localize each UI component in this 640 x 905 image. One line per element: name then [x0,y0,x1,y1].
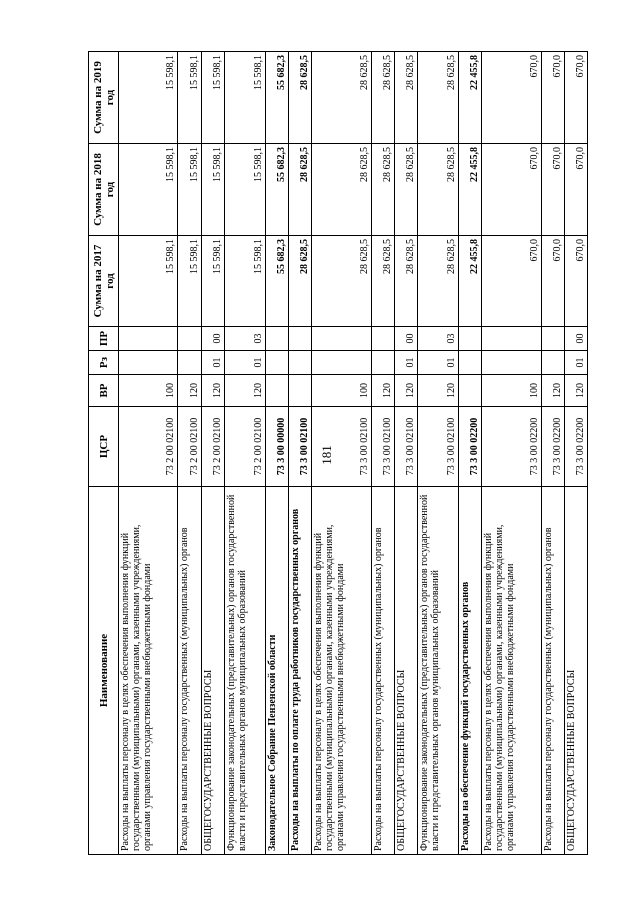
cell-csr: 73 3 00 02200 [482,407,541,487]
cell-sum-2018: 15 598,1 [201,144,224,236]
cell-vr [459,375,482,407]
cell-name: Расходы на выплаты персоналу в целях обеспечения выполнения функций государственными (муниципальными) органами, казенными учреждениями, органами управления государственными внебюджетными фондами [119,487,178,855]
header-csr: ЦСР [89,407,119,487]
cell-pr [459,327,482,351]
header-vr: ВР [89,375,119,407]
cell-sum-2018: 15 598,1 [178,144,201,236]
cell-vr: 120 [178,375,201,407]
cell-rz [289,351,312,375]
header-sum-2017: Сумма на 2017 год [89,236,119,327]
cell-sum-2017: 28 628,5 [371,236,394,327]
cell-rz [119,351,178,375]
cell-rz [541,351,564,375]
cell-name: ОБЩЕГОСУДАРСТВЕННЫЕ ВОПРОСЫ [201,487,224,855]
table-row [178,52,201,855]
cell-sum-2019: 670,0 [564,52,587,144]
cell-sum-2019: 15 598,1 [201,52,224,144]
header-sum-2018: Сумма на 2018 год [89,144,119,236]
table-body [119,52,588,855]
cell-csr: 73 3 00 02200 [564,407,587,487]
table-row [417,52,458,855]
cell-rz [459,351,482,375]
cell-sum-2019: 55 682,3 [265,52,288,144]
cell-vr: 120 [394,375,417,407]
cell-rz: 01 [201,351,224,375]
rotated-table-container [88,52,586,855]
cell-sum-2018: 15 598,1 [224,144,265,236]
cell-csr: 73 2 00 02100 [119,407,178,487]
cell-sum-2018: 28 628,5 [394,144,417,236]
cell-pr: 03 [417,327,458,351]
cell-pr [541,327,564,351]
table-row [201,52,224,855]
cell-name: Расходы на выплаты персоналу в целях обеспечения выполнения функций государственными (муниципальными) органами, казенными учреждениями, органами управления государственными внебюджетными фондами [312,487,371,855]
cell-pr [371,327,394,351]
table-row [541,52,564,855]
table-row [224,52,265,855]
cell-vr: 100 [312,375,371,407]
cell-sum-2019: 670,0 [482,52,541,144]
cell-csr: 73 3 00 00000 [265,407,288,487]
cell-sum-2017: 670,0 [541,236,564,327]
cell-csr: 73 2 00 02100 [201,407,224,487]
cell-vr: 120 [224,375,265,407]
cell-sum-2017: 15 598,1 [201,236,224,327]
cell-rz: 01 [394,351,417,375]
cell-sum-2019: 670,0 [541,52,564,144]
cell-rz [312,351,371,375]
cell-name: Функционирование законодательных (представительных) органов государственной власти и представительных органов муниципальных образований [417,487,458,855]
cell-pr [119,327,178,351]
table-row [265,52,288,855]
cell-name: Расходы на выплаты по оплате труда работников государственных органов [289,487,312,855]
cell-pr: 00 [564,327,587,351]
cell-sum-2018: 28 628,5 [417,144,458,236]
cell-pr [312,327,371,351]
cell-pr [178,327,201,351]
cell-sum-2019: 28 628,5 [312,52,371,144]
cell-sum-2017: 55 682,3 [265,236,288,327]
cell-pr [265,327,288,351]
cell-sum-2017: 28 628,5 [417,236,458,327]
cell-sum-2017: 28 628,5 [312,236,371,327]
cell-sum-2017: 15 598,1 [224,236,265,327]
cell-vr: 120 [417,375,458,407]
cell-vr [289,375,312,407]
table-row [312,52,371,855]
cell-sum-2019: 15 598,1 [119,52,178,144]
cell-pr: 03 [224,327,265,351]
cell-vr: 120 [541,375,564,407]
cell-vr: 100 [119,375,178,407]
cell-rz [265,351,288,375]
cell-sum-2017: 22 455,8 [459,236,482,327]
cell-sum-2019: 28 628,5 [371,52,394,144]
header-name: Наименование [89,487,119,855]
cell-sum-2019: 28 628,5 [394,52,417,144]
cell-sum-2017: 28 628,5 [394,236,417,327]
table-row [564,52,587,855]
cell-csr: 73 3 00 02100 [312,407,371,487]
cell-sum-2017: 28 628,5 [289,236,312,327]
cell-sum-2019: 28 628,5 [289,52,312,144]
cell-sum-2018: 22 455,8 [459,144,482,236]
cell-vr [265,375,288,407]
cell-sum-2018: 670,0 [482,144,541,236]
table-row [459,52,482,855]
cell-csr: 73 3 00 02100 [371,407,394,487]
cell-csr: 73 3 00 02200 [459,407,482,487]
cell-sum-2017: 15 598,1 [119,236,178,327]
cell-name: Расходы на обеспечение функций государственных органов [459,487,482,855]
cell-rz: 01 [417,351,458,375]
cell-sum-2017: 670,0 [564,236,587,327]
table-row [371,52,394,855]
cell-csr: 73 2 00 02100 [178,407,201,487]
cell-csr: 73 3 00 02100 [394,407,417,487]
cell-sum-2018: 15 598,1 [119,144,178,236]
cell-sum-2019: 15 598,1 [224,52,265,144]
cell-csr: 73 2 00 02100 [224,407,265,487]
table-rotator [88,52,588,855]
cell-name: Расходы на выплаты персоналу государственных (муниципальных) органов [178,487,201,855]
cell-sum-2019: 22 455,8 [459,52,482,144]
cell-sum-2018: 28 628,5 [289,144,312,236]
table-row [394,52,417,855]
cell-sum-2018: 28 628,5 [371,144,394,236]
cell-name: Расходы на выплаты персоналу государственных (муниципальных) органов [541,487,564,855]
cell-sum-2019: 28 628,5 [417,52,458,144]
header-pr: ПР [89,327,119,351]
cell-csr: 73 3 00 02100 [289,407,312,487]
cell-name: Расходы на выплаты персоналу государственных (муниципальных) органов [371,487,394,855]
budget-table [88,51,588,855]
cell-name: Законодательное Собрание Пензенской области [265,487,288,855]
table-header-row [89,52,119,855]
cell-pr: 00 [201,327,224,351]
cell-sum-2017: 15 598,1 [178,236,201,327]
cell-pr [482,327,541,351]
table-row [289,52,312,855]
cell-rz [482,351,541,375]
cell-name: Расходы на выплаты персоналу в целях обеспечения выполнения функций государственными (муниципальными) органами, казенными учреждениями, органами управления государственными внебюджетными фондами [482,487,541,855]
cell-csr: 73 3 00 02200 [541,407,564,487]
cell-sum-2019: 15 598,1 [178,52,201,144]
cell-csr: 73 3 00 02100 [417,407,458,487]
cell-sum-2018: 55 682,3 [265,144,288,236]
cell-rz: 01 [224,351,265,375]
cell-sum-2018: 28 628,5 [312,144,371,236]
cell-pr: 00 [394,327,417,351]
header-sum-2019: Сумма на 2019 год [89,52,119,144]
cell-name: ОБЩЕГОСУДАРСТВЕННЫЕ ВОПРОСЫ [564,487,587,855]
cell-sum-2017: 670,0 [482,236,541,327]
cell-vr: 120 [201,375,224,407]
cell-name: Функционирование законодательных (представительных) органов государственной власти и представительных органов муниципальных образований [224,487,265,855]
cell-rz [371,351,394,375]
cell-rz: 01 [564,351,587,375]
cell-sum-2018: 670,0 [541,144,564,236]
page-number: 181 [318,445,334,465]
cell-rz [178,351,201,375]
cell-name: ОБЩЕГОСУДАРСТВЕННЫЕ ВОПРОСЫ [394,487,417,855]
cell-vr: 120 [371,375,394,407]
header-rz: Рз [89,351,119,375]
table-row [482,52,541,855]
cell-sum-2018: 670,0 [564,144,587,236]
table-row [119,52,178,855]
cell-vr: 120 [564,375,587,407]
cell-pr [289,327,312,351]
cell-vr: 100 [482,375,541,407]
